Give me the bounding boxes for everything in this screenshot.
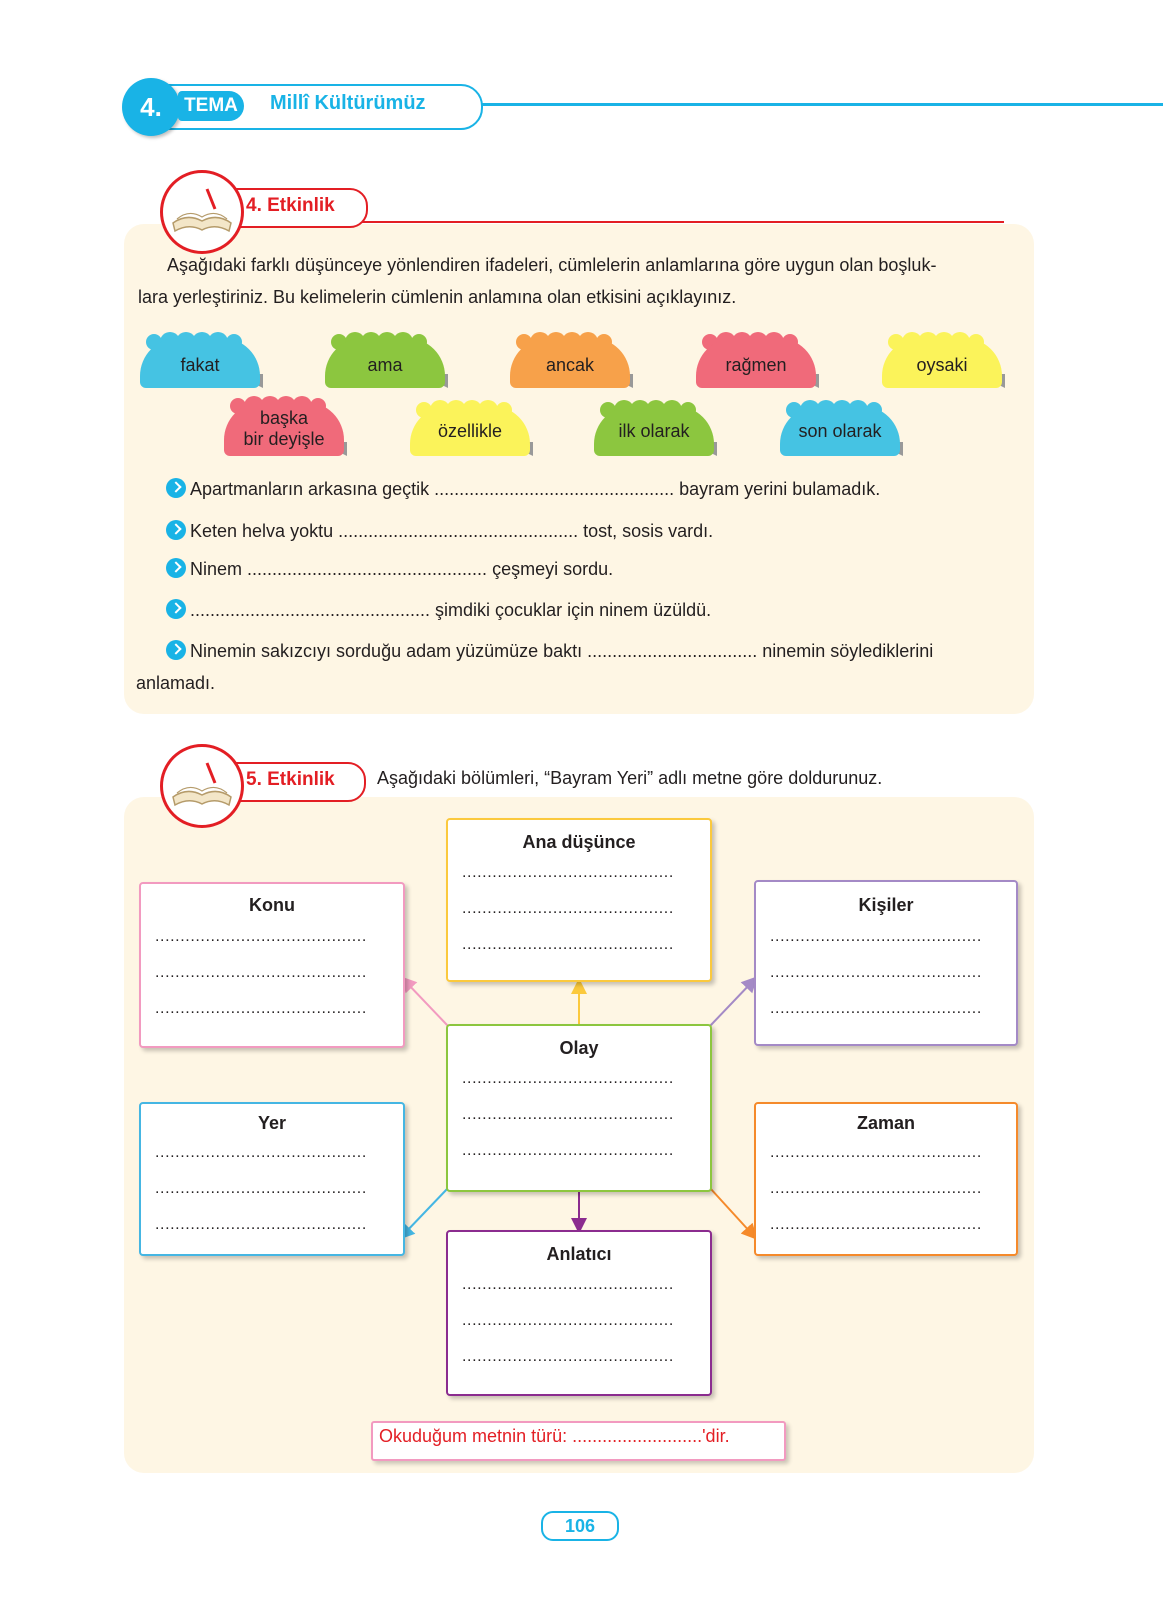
dotted-line: ..........................................: [462, 1276, 674, 1293]
word-ama: ama: [367, 355, 403, 375]
activity4-instruction-line2: lara yerleştiriniz. Bu kelimelerin cümlenin anlamına olan etkisini açıklayınız.: [138, 287, 737, 307]
box-anlatici: [446, 1230, 712, 1396]
word-ilk-olarak: ilk olarak: [618, 421, 690, 441]
word-baska: başka: [259, 408, 309, 428]
text-type-prompt: Okuduğum metnin türü: ..........................'dir.: [379, 1426, 730, 1446]
activity4-instruction-line1: Aşağıdaki farklı düşünceye yönlendiren ifadeleri, cümlelerin anlamlarına göre uygun olan boşluk-: [167, 255, 937, 275]
activity5-title: 5. Etkinlik: [246, 769, 335, 790]
dotted-line: ..........................................: [770, 1216, 982, 1233]
dotted-line: ..........................................: [770, 1000, 982, 1017]
word-ragmen: rağmen: [725, 355, 787, 375]
box-kisiler: [754, 880, 1018, 1046]
dotted-line: ..........................................: [770, 964, 982, 981]
box-ana-dusunce: [446, 818, 712, 982]
word-bir-deyisle: bir deyişle: [243, 429, 325, 449]
dotted-line: ..........................................: [462, 1106, 674, 1123]
box-anlatici-title: Anlatıcı: [546, 1244, 612, 1264]
word-ancak: ancak: [545, 355, 595, 375]
dotted-line: ..........................................: [770, 928, 982, 945]
sentence-5-tail: anlamadı.: [136, 673, 216, 693]
dotted-line: ..........................................: [155, 1180, 367, 1197]
sentence-3: Ninem ................................................ çeşmeyi sordu.: [166, 558, 613, 580]
box-yer-title: Yer: [257, 1113, 287, 1133]
box-zaman: [754, 1102, 1018, 1256]
dotted-line: ..........................................: [462, 864, 674, 881]
word-oysaki: oysaki: [916, 355, 968, 375]
dotted-line: ..........................................: [462, 1312, 674, 1329]
box-olay-title: Olay: [559, 1038, 599, 1058]
dotted-line: ..........................................: [462, 1142, 674, 1159]
sentence-5: Ninemin sakızcıyı sorduğu adam yüzümüze baktı .................................. ninemin söylediklerini: [166, 640, 933, 662]
activity4-title: 4. Etkinlik: [246, 195, 335, 216]
theme-number: 4.: [122, 78, 180, 136]
dotted-line: ..........................................: [155, 964, 367, 981]
dotted-line: ..........................................: [462, 900, 674, 917]
box-olay: [446, 1024, 712, 1192]
page-number: 106: [541, 1511, 619, 1541]
dotted-line: ..........................................: [155, 1216, 367, 1233]
theme-title: Millî Kültürümüz: [270, 92, 426, 114]
word-son-olarak: son olarak: [798, 421, 882, 441]
sentence-2: Keten helva yoktu ................................................ tost, sosis vardı.: [166, 520, 713, 542]
box-konu-title: Konu: [249, 895, 295, 915]
activity5-instruction: Aşağıdaki bölümleri, “Bayram Yeri” adlı metne göre doldurunuz.: [377, 768, 883, 788]
sentence-1: Apartmanların arkasına geçtik ................................................ bayram yerini bulamadık.: [166, 478, 880, 500]
box-ana-dusunce-title: Ana düşünce: [522, 832, 636, 852]
dotted-line: ..........................................: [155, 1000, 367, 1017]
box-kisiler-title: Kişiler: [858, 895, 914, 915]
dotted-line: ..........................................: [770, 1180, 982, 1197]
word-fakat: fakat: [180, 355, 220, 375]
box-konu: [139, 882, 405, 1048]
box-zaman-title: Zaman: [856, 1113, 916, 1133]
sentence-4: ................................................ şimdiki çocuklar için ninem üzüldü.: [166, 599, 711, 621]
dotted-line: ..........................................: [462, 1348, 674, 1365]
theme-tag: TEMA: [178, 91, 244, 121]
dotted-line: ..........................................: [462, 936, 674, 953]
dotted-line: ..........................................: [770, 1144, 982, 1161]
dotted-line: ..........................................: [155, 928, 367, 945]
box-yer: [139, 1102, 405, 1256]
word-ozellikle: özellikle: [437, 421, 503, 441]
dotted-line: ..........................................: [155, 1144, 367, 1161]
dotted-line: ..........................................: [462, 1070, 674, 1087]
